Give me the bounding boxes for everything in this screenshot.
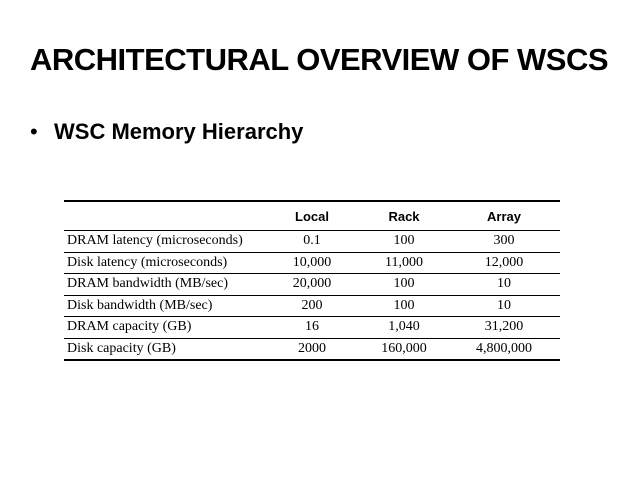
memory-hierarchy-table	[64, 200, 560, 361]
memory-hierarchy-table-container	[64, 200, 560, 361]
cell-local: 10,000	[264, 252, 360, 274]
header-rack: Rack	[360, 201, 448, 231]
table-row	[64, 252, 560, 274]
bullet-text: WSC Memory Hierarchy	[54, 119, 304, 144]
cell-rack: 11,000	[360, 252, 448, 274]
row-label: Disk bandwidth (MB/sec)	[64, 295, 264, 317]
cell-rack: 100	[360, 231, 448, 253]
cell-array: 12,000	[448, 252, 560, 274]
cell-array: 31,200	[448, 317, 560, 339]
table-row	[64, 274, 560, 296]
cell-rack: 1,040	[360, 317, 448, 339]
cell-local: 20,000	[264, 274, 360, 296]
bullet-dot-icon: •	[30, 119, 38, 144]
cell-rack: 100	[360, 295, 448, 317]
cell-local: 200	[264, 295, 360, 317]
header-array: Array	[448, 201, 560, 231]
cell-array: 10	[448, 274, 560, 296]
cell-rack: 160,000	[360, 338, 448, 360]
cell-local: 2000	[264, 338, 360, 360]
table-row	[64, 295, 560, 317]
cell-local: 0.1	[264, 231, 360, 253]
table-row	[64, 338, 560, 360]
bullet-item	[30, 117, 303, 147]
header-local: Local	[264, 201, 360, 231]
row-label: DRAM latency (microseconds)	[64, 231, 264, 253]
row-label: Disk capacity (GB)	[64, 338, 264, 360]
slide-title: ARCHITECTURAL OVERVIEW OF WSCS	[29, 42, 609, 77]
cell-array: 300	[448, 231, 560, 253]
cell-array: 4,800,000	[448, 338, 560, 360]
table-header-row	[64, 201, 560, 231]
cell-rack: 100	[360, 274, 448, 296]
header-empty	[64, 201, 264, 231]
cell-array: 10	[448, 295, 560, 317]
row-label: DRAM bandwidth (MB/sec)	[64, 274, 264, 296]
row-label: DRAM capacity (GB)	[64, 317, 264, 339]
table-row	[64, 317, 560, 339]
table-row	[64, 231, 560, 253]
cell-local: 16	[264, 317, 360, 339]
row-label: Disk latency (microseconds)	[64, 252, 264, 274]
